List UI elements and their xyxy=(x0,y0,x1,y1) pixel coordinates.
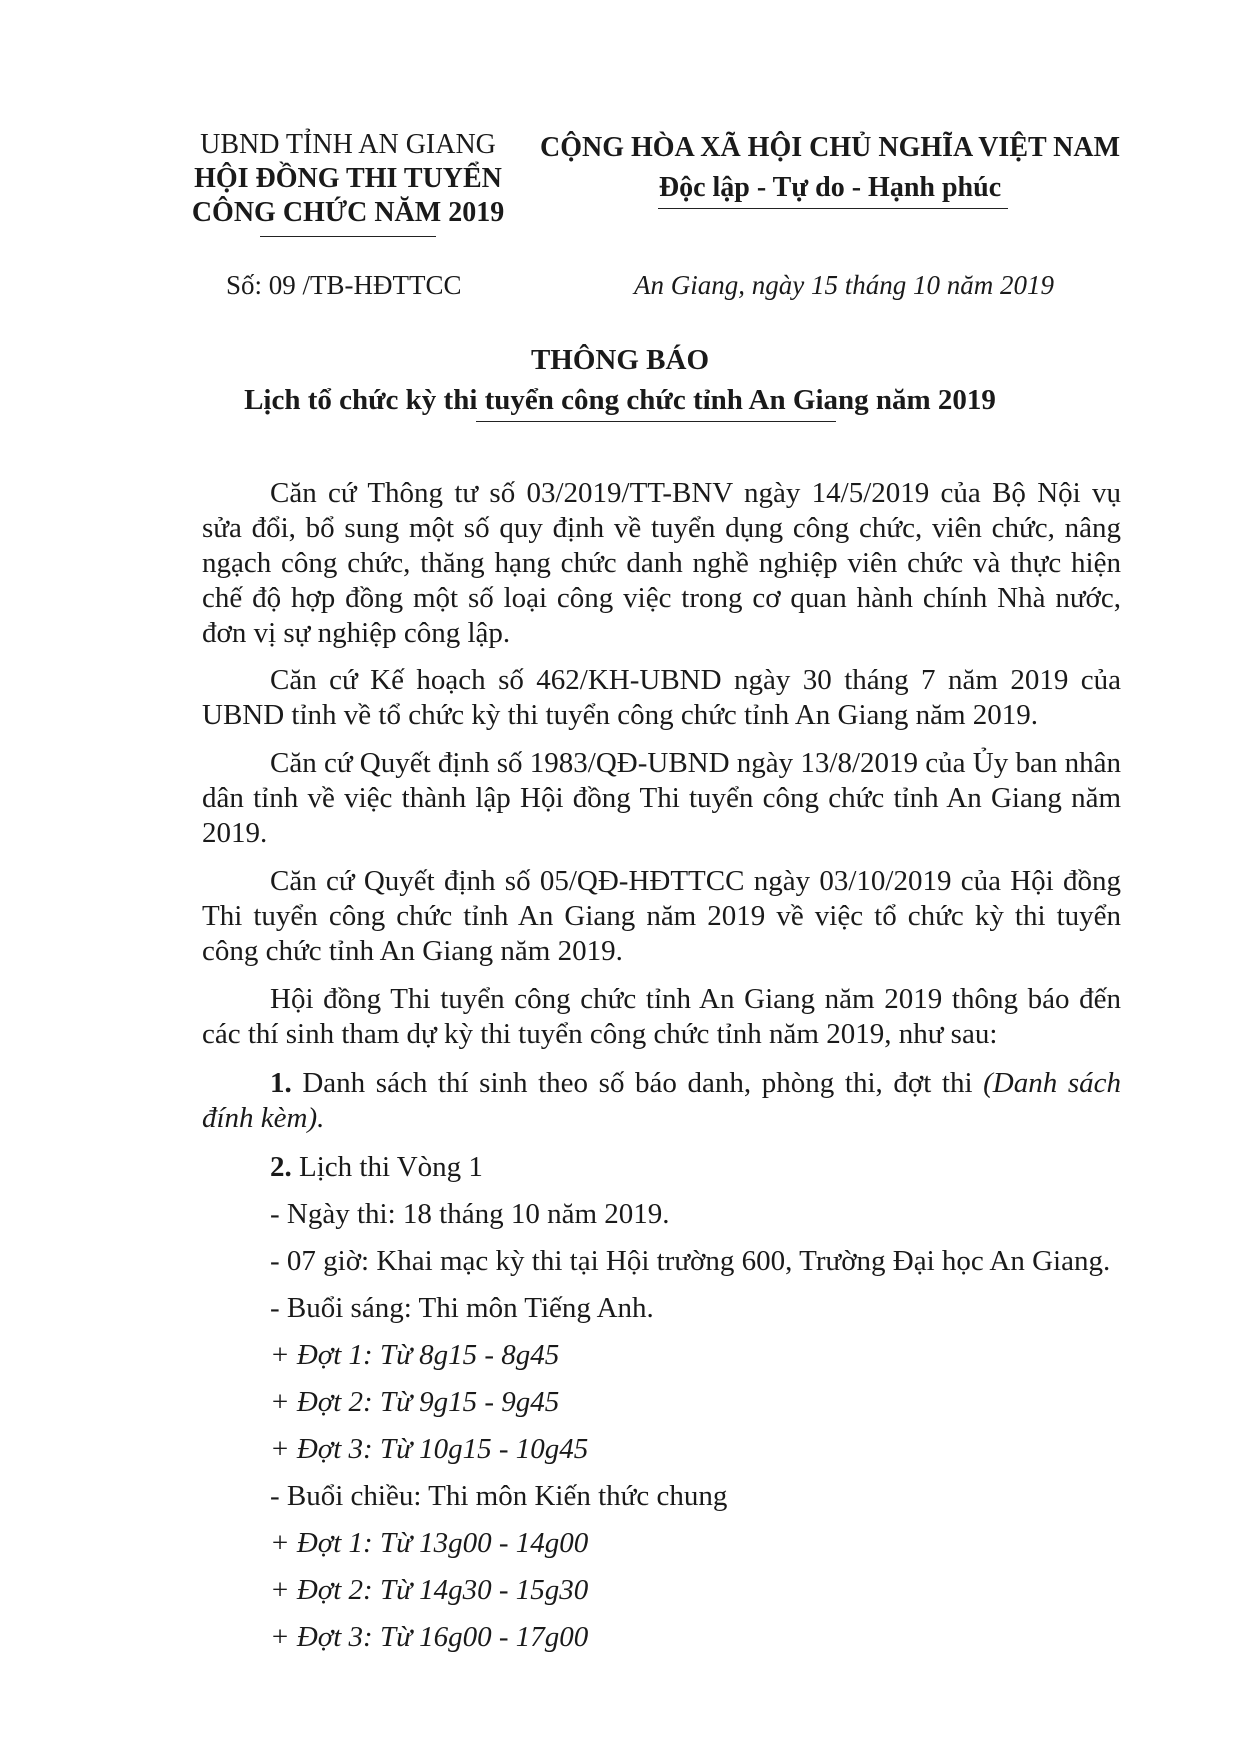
country-name: CỘNG HÒA XÃ HỘI CHỦ NGHĨA VIỆT NAM xyxy=(540,132,1121,163)
authority-line-2: HỘI ĐỒNG THI TUYỂN xyxy=(194,163,502,194)
paragraph-legal-basis-1: Căn cứ Thông tư số 03/2019/TT-BNV ngày 14/5/2019 của Bộ Nội vụ sửa đổi, bổ sung một số quy định về tuyển dụng công chức, viên chức, nâng ngạch công chức, thăng hạng chức danh nghề nghiệp viên chức và thực hiện chế độ hợp đồng một số loại công việc trong cơ quan hành chính Nhà nước, đơn vị sự nghiệp công lập. xyxy=(202,477,1121,649)
paragraph-legal-basis-3: Căn cứ Quyết định số 1983/QĐ-UBND ngày 13/8/2019 của Ủy ban nhân dân tỉnh về việc thành lập Hội đồng Thi tuyển công chức tỉnh An Giang năm 2019. xyxy=(202,747,1121,849)
morning-session-1: + Đợt 1: Từ 8g15 - 8g45 xyxy=(270,1339,560,1371)
afternoon-session-3: + Đợt 3: Từ 16g00 - 17g00 xyxy=(270,1621,589,1653)
issuing-authority xyxy=(178,128,518,230)
document-number: Số: 09 /TB-HĐTTCC xyxy=(226,270,462,300)
afternoon-line: - Buổi chiều: Thi môn Kiến thức chung xyxy=(270,1480,728,1512)
document-date: An Giang, ngày 15 tháng 10 năm 2019 xyxy=(634,270,1054,300)
motto: Độc lập - Tự do - Hạnh phúc xyxy=(658,172,1002,203)
morning-line: - Buổi sáng: Thi môn Tiếng Anh. xyxy=(270,1292,654,1324)
paragraph-announcement: Hội đồng Thi tuyển công chức tỉnh An Giang năm 2019 thông báo đến các thí sinh tham dự kỳ thi tuyển công chức tỉnh năm 2019, như sau: xyxy=(202,983,1121,1050)
paragraph-legal-basis-2: Căn cứ Kế hoạch số 462/KH-UBND ngày 30 tháng 7 năm 2019 của UBND tỉnh về tổ chức kỳ thi tuyển công chức tỉnh An Giang năm 2019. xyxy=(202,664,1121,731)
document-title: THÔNG BÁO xyxy=(530,344,710,376)
item-2-number: 2. xyxy=(270,1151,292,1183)
morning-session-2: + Đợt 2: Từ 9g15 - 9g45 xyxy=(270,1386,560,1418)
item-1-note: (Danh sách đính kèm). xyxy=(202,1067,1121,1134)
document-title-block xyxy=(0,340,1240,420)
title-underline xyxy=(476,421,836,422)
item-1-number: 1. xyxy=(270,1067,292,1099)
document-subtitle: Lịch tổ chức kỳ thi tuyển công chức tỉnh An Giang năm 2019 xyxy=(244,384,996,416)
national-motto xyxy=(540,128,1120,208)
authority-line-1: UBND TỈNH AN GIANG xyxy=(200,129,496,160)
morning-session-3: + Đợt 3: Từ 10g15 - 10g45 xyxy=(270,1433,589,1465)
paragraph-legal-basis-4: Căn cứ Quyết định số 05/QĐ-HĐTTCC ngày 03/10/2019 của Hội đồng Thi tuyển công chức tỉnh An Giang năm 2019 về việc tổ chức kỳ thi tuyển công chức tỉnh An Giang năm 2019. xyxy=(202,865,1121,967)
afternoon-session-1: + Đợt 1: Từ 13g00 - 14g00 xyxy=(270,1527,589,1559)
motto-underline xyxy=(658,208,1008,209)
authority-line-3: CÔNG CHỨC NĂM 2019 xyxy=(191,197,505,228)
item-1 xyxy=(202,1066,1121,1136)
opening-line: - 07 giờ: Khai mạc kỳ thi tại Hội trường 600, Trường Đại học An Giang. xyxy=(270,1245,1111,1277)
item-2 xyxy=(270,1150,483,1185)
item-2-text: Lịch thi Vòng 1 xyxy=(291,1151,483,1183)
authority-underline xyxy=(260,236,436,237)
afternoon-session-2: + Đợt 2: Từ 14g30 - 15g30 xyxy=(270,1574,589,1606)
exam-date-line: - Ngày thi: 18 tháng 10 năm 2019. xyxy=(270,1198,670,1230)
item-1-text: Danh sách thí sinh theo số báo danh, phòng thi, đợt thi xyxy=(291,1067,984,1099)
